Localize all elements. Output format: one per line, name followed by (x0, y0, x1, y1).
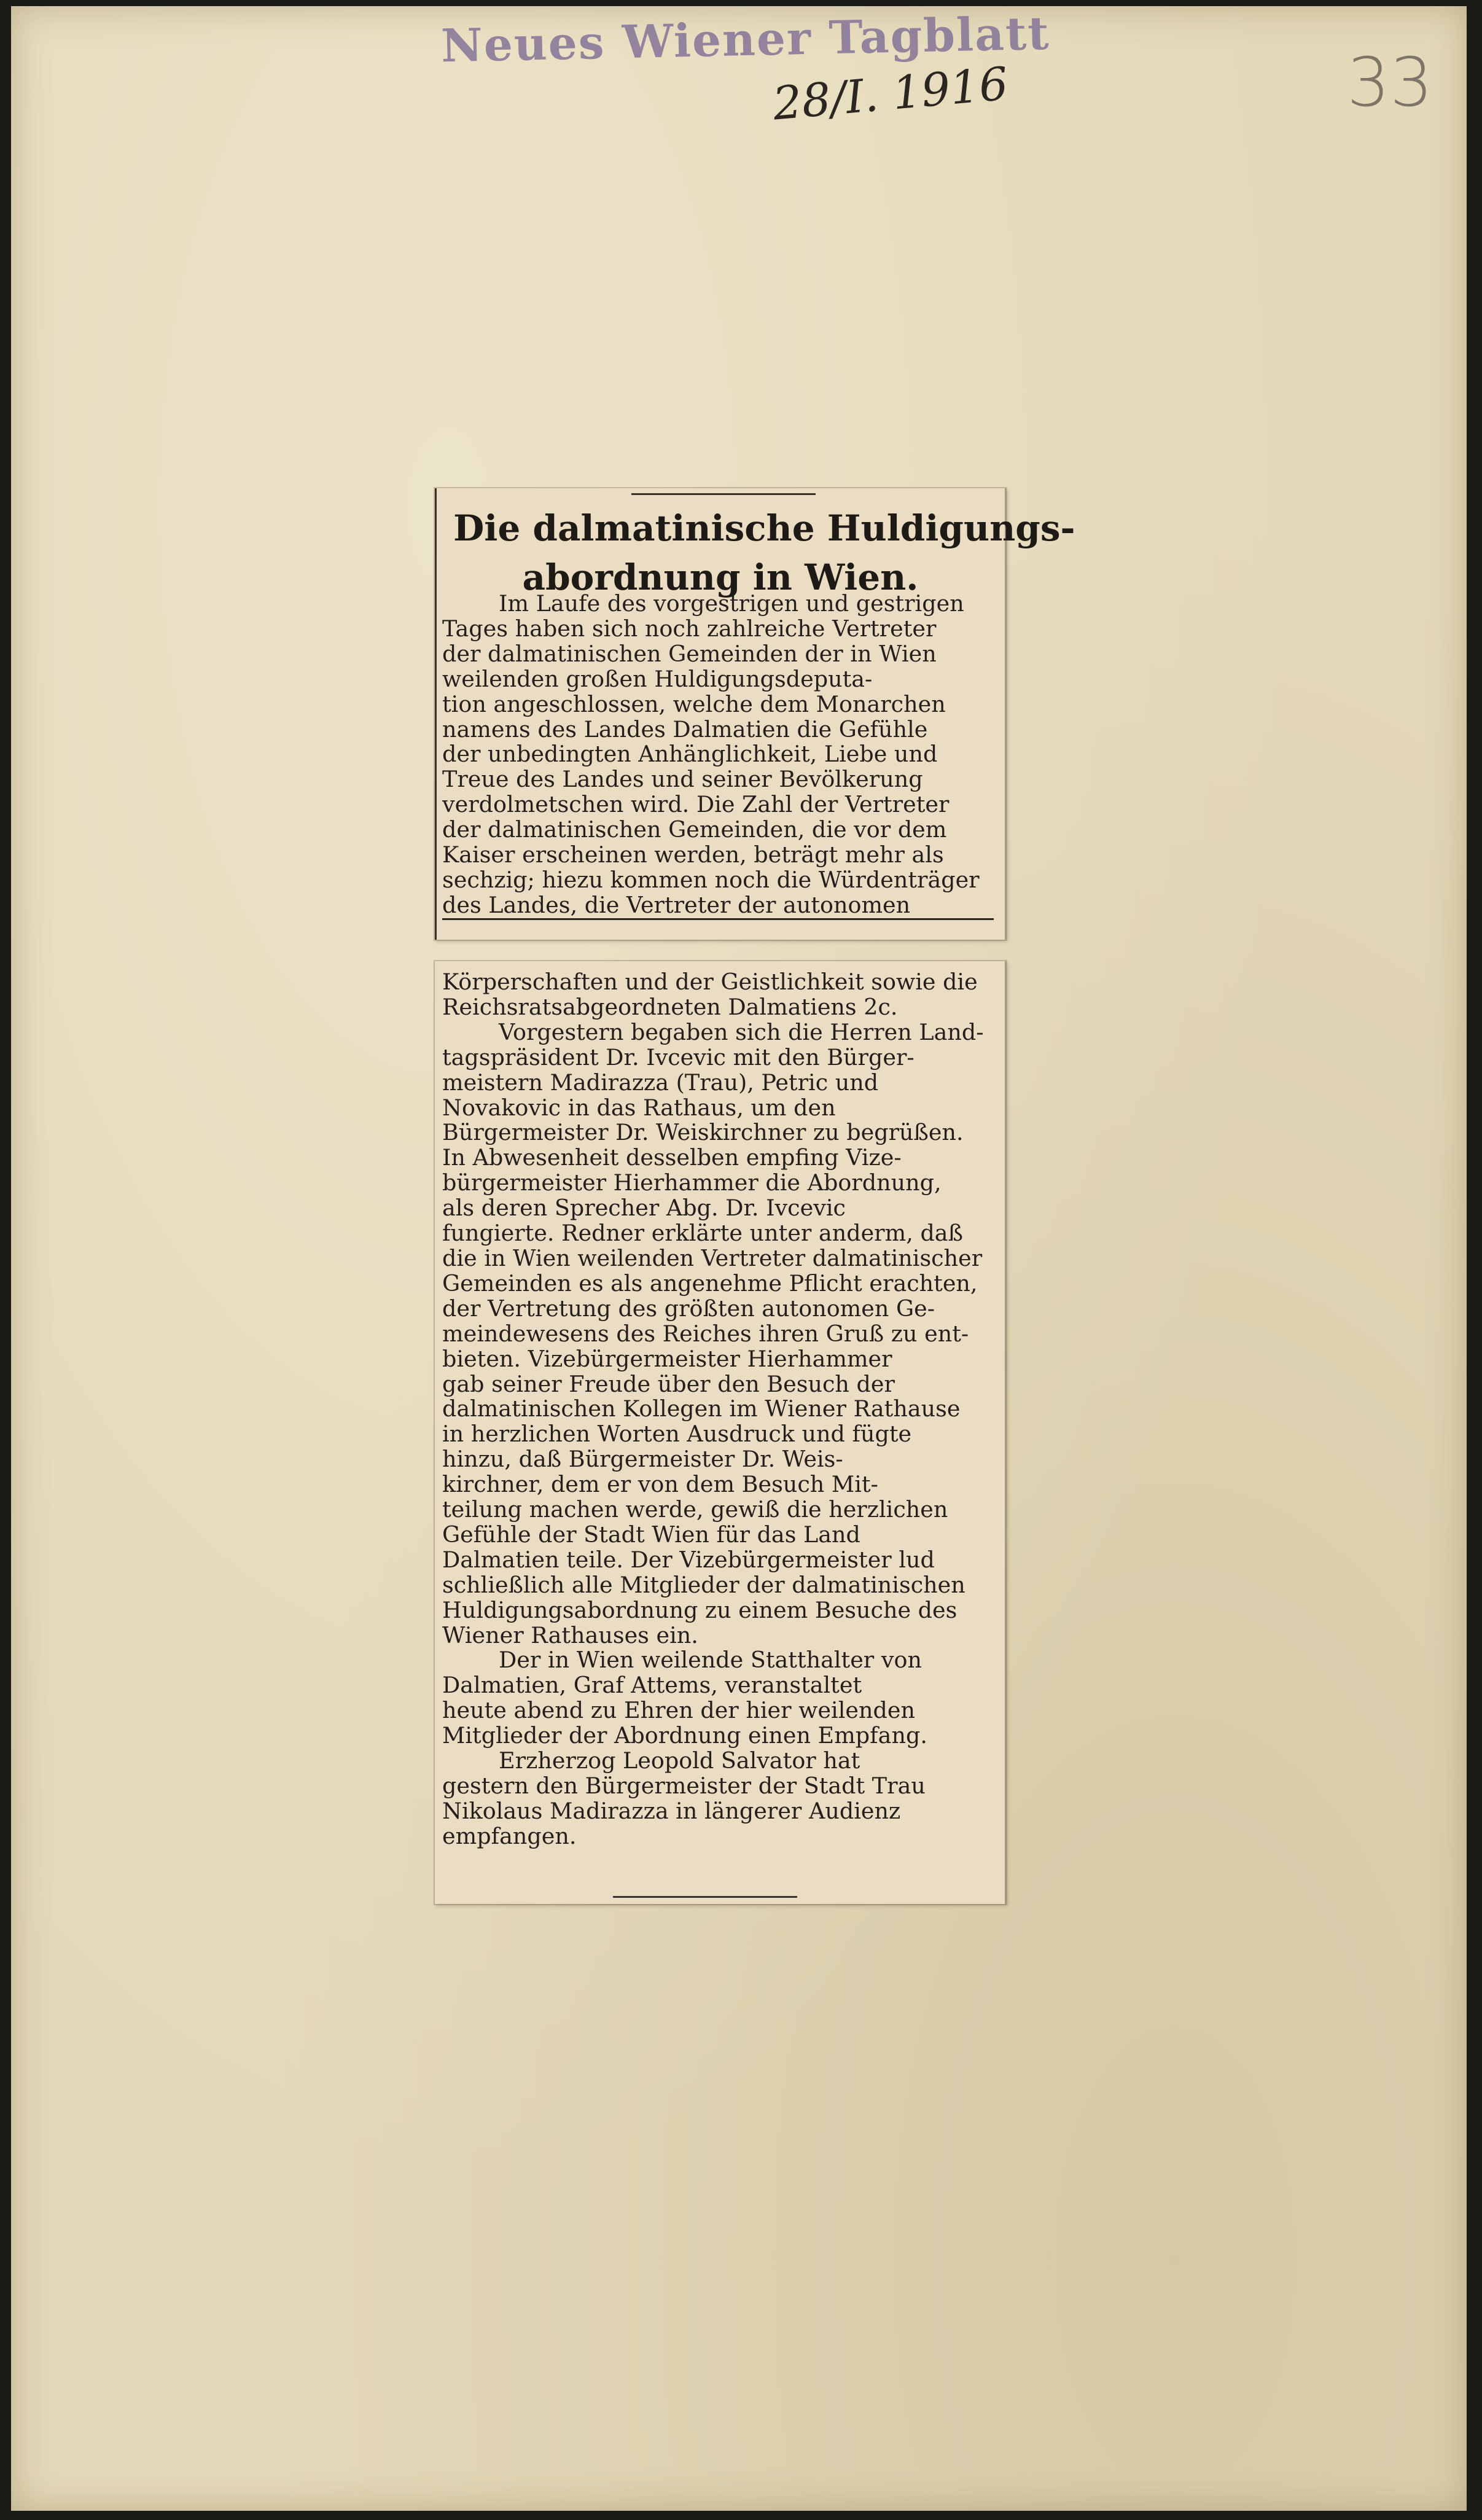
article-line: In Abwesenheit desselben empfing Vize- (442, 1144, 902, 1171)
article-line: tagspräsident Dr. Ivcevic mit den Bürger- (442, 1043, 915, 1071)
article-line: Bürgermeister Dr. Weiskirchner zu begrüßen. (442, 1119, 964, 1146)
article-line: Körperschaften und der Geistlichkeit sowie die (442, 969, 978, 995)
divider-rule (613, 1896, 797, 1898)
article-line: schließlich alle Mitglieder der dalmatinischen (442, 1571, 965, 1598)
article-line: heute abend zu Ehren der hier weilenden (442, 1697, 915, 1724)
clipping-part-1 (435, 488, 1075, 940)
article-line: der unbedingten Anhänglichkeit, Liebe und (442, 741, 938, 768)
article-line: meistern Madirazza (Trau), Petric und (442, 1069, 879, 1096)
article-line: der dalmatinischen Gemeinden, die vor dem (442, 816, 947, 843)
article-line: Gemeinden es als angenehme Pflicht erachten, (442, 1270, 978, 1297)
headline-line-2: abordnung in Wien. (522, 556, 919, 598)
article-line: Tages haben sich noch zahlreiche Vertreter (442, 615, 937, 642)
handwritten-date: 28/I. 1916 (770, 57, 1010, 131)
article-body-part-2 (442, 970, 994, 1849)
article-line: fungierte. Redner erklärte unter anderm, daß (442, 1220, 963, 1247)
article-line: verdolmetschen wird. Die Zahl der Vertreter (442, 791, 950, 818)
article-headline (453, 504, 1075, 602)
clipping-edge (1005, 961, 1006, 1904)
article-line: Mitglieder der Abordnung einen Empfang. (442, 1722, 927, 1749)
article-line: gab seiner Freude über den Besuch der (442, 1370, 895, 1397)
article-line: Reichsratsabgeordneten Dalmatiens 2c. (442, 993, 898, 1020)
article-line: in herzlichen Worten Ausdruck und fügte (442, 1421, 912, 1448)
article-line: Novakovic in das Rathaus, um den (442, 1094, 836, 1121)
clipping-edge (1005, 488, 1006, 940)
divider-rule (631, 493, 816, 495)
article-line: weilenden großen Huldigungsdeputa- (442, 665, 873, 692)
newspaper-stamp: Neues Wiener Tagblatt (440, 7, 1051, 73)
article-line: Gefühle der Stadt Wien für das Land (442, 1521, 860, 1548)
article-line: teilung machen werde, gewiß die herzlichen (442, 1496, 948, 1523)
article-line: namens des Landes Dalmatien die Gefühle (442, 716, 928, 743)
article-line: tion angeschlossen, welche dem Monarchen (442, 690, 946, 717)
headline-line-1: Die dalmatinische Huldigungs- (453, 507, 1075, 549)
article-line: bürgermeister Hierhammer die Abordnung, (442, 1169, 942, 1196)
article-line: gestern den Bürgermeister der Stadt Trau (442, 1773, 926, 1799)
article-line: der dalmatinischen Gemeinden der in Wien (442, 640, 937, 667)
article-line: der Vertretung des größten autonomen Ge- (442, 1295, 935, 1322)
document-sheet (11, 6, 1467, 2511)
article-line: Erzherzog Leopold Salvator hat (499, 1747, 860, 1774)
article-line: hinzu, daß Bürgermeister Dr. Weis- (442, 1446, 843, 1473)
article-line: dalmatinischen Kollegen im Wiener Rathause (442, 1395, 961, 1422)
article-line: Dalmatien teile. Der Vizebürgermeister lud (442, 1546, 935, 1573)
clipping-border (435, 488, 437, 940)
article-line: empfangen. (442, 1822, 577, 1849)
article-line: kirchner, dem er von dem Besuch Mit- (442, 1471, 878, 1498)
article-line: Vorgestern begaben sich die Herren Land- (499, 1018, 984, 1045)
article-line: des Landes, die Vertreter der autonomen (442, 893, 994, 920)
article-line: sechzig; hiezu kommen noch die Würdenträger (442, 866, 980, 893)
article-line: Wiener Rathauses ein. (442, 1621, 698, 1648)
article-line: Huldigungsabordnung zu einem Besuche des (442, 1596, 957, 1623)
article-line: Treue des Landes und seiner Bevölkerung (442, 766, 923, 793)
article-line: Kaiser erscheinen werden, beträgt mehr als (442, 841, 944, 868)
article-body-part-1 (442, 591, 994, 920)
article-line: meindewesens des Reiches ihren Gruß zu ent- (442, 1320, 969, 1347)
article-line: Der in Wien weilende Statthalter von (499, 1647, 922, 1674)
article-line: Dalmatien, Graf Attems, veranstaltet (442, 1672, 862, 1699)
article-line: Im Laufe des vorgestrigen und gestrigen (499, 590, 964, 617)
article-line: bieten. Vizebürgermeister Hierhammer (442, 1345, 892, 1372)
clipping-part-2 (435, 961, 1006, 1904)
page-number: 33 (1347, 43, 1433, 122)
article-line: die in Wien weilenden Vertreter dalmatinischer (442, 1244, 983, 1271)
article-line: als deren Sprecher Abg. Dr. Ivcevic (442, 1195, 846, 1222)
article-line: Nikolaus Madirazza in längerer Audienz (442, 1797, 901, 1824)
